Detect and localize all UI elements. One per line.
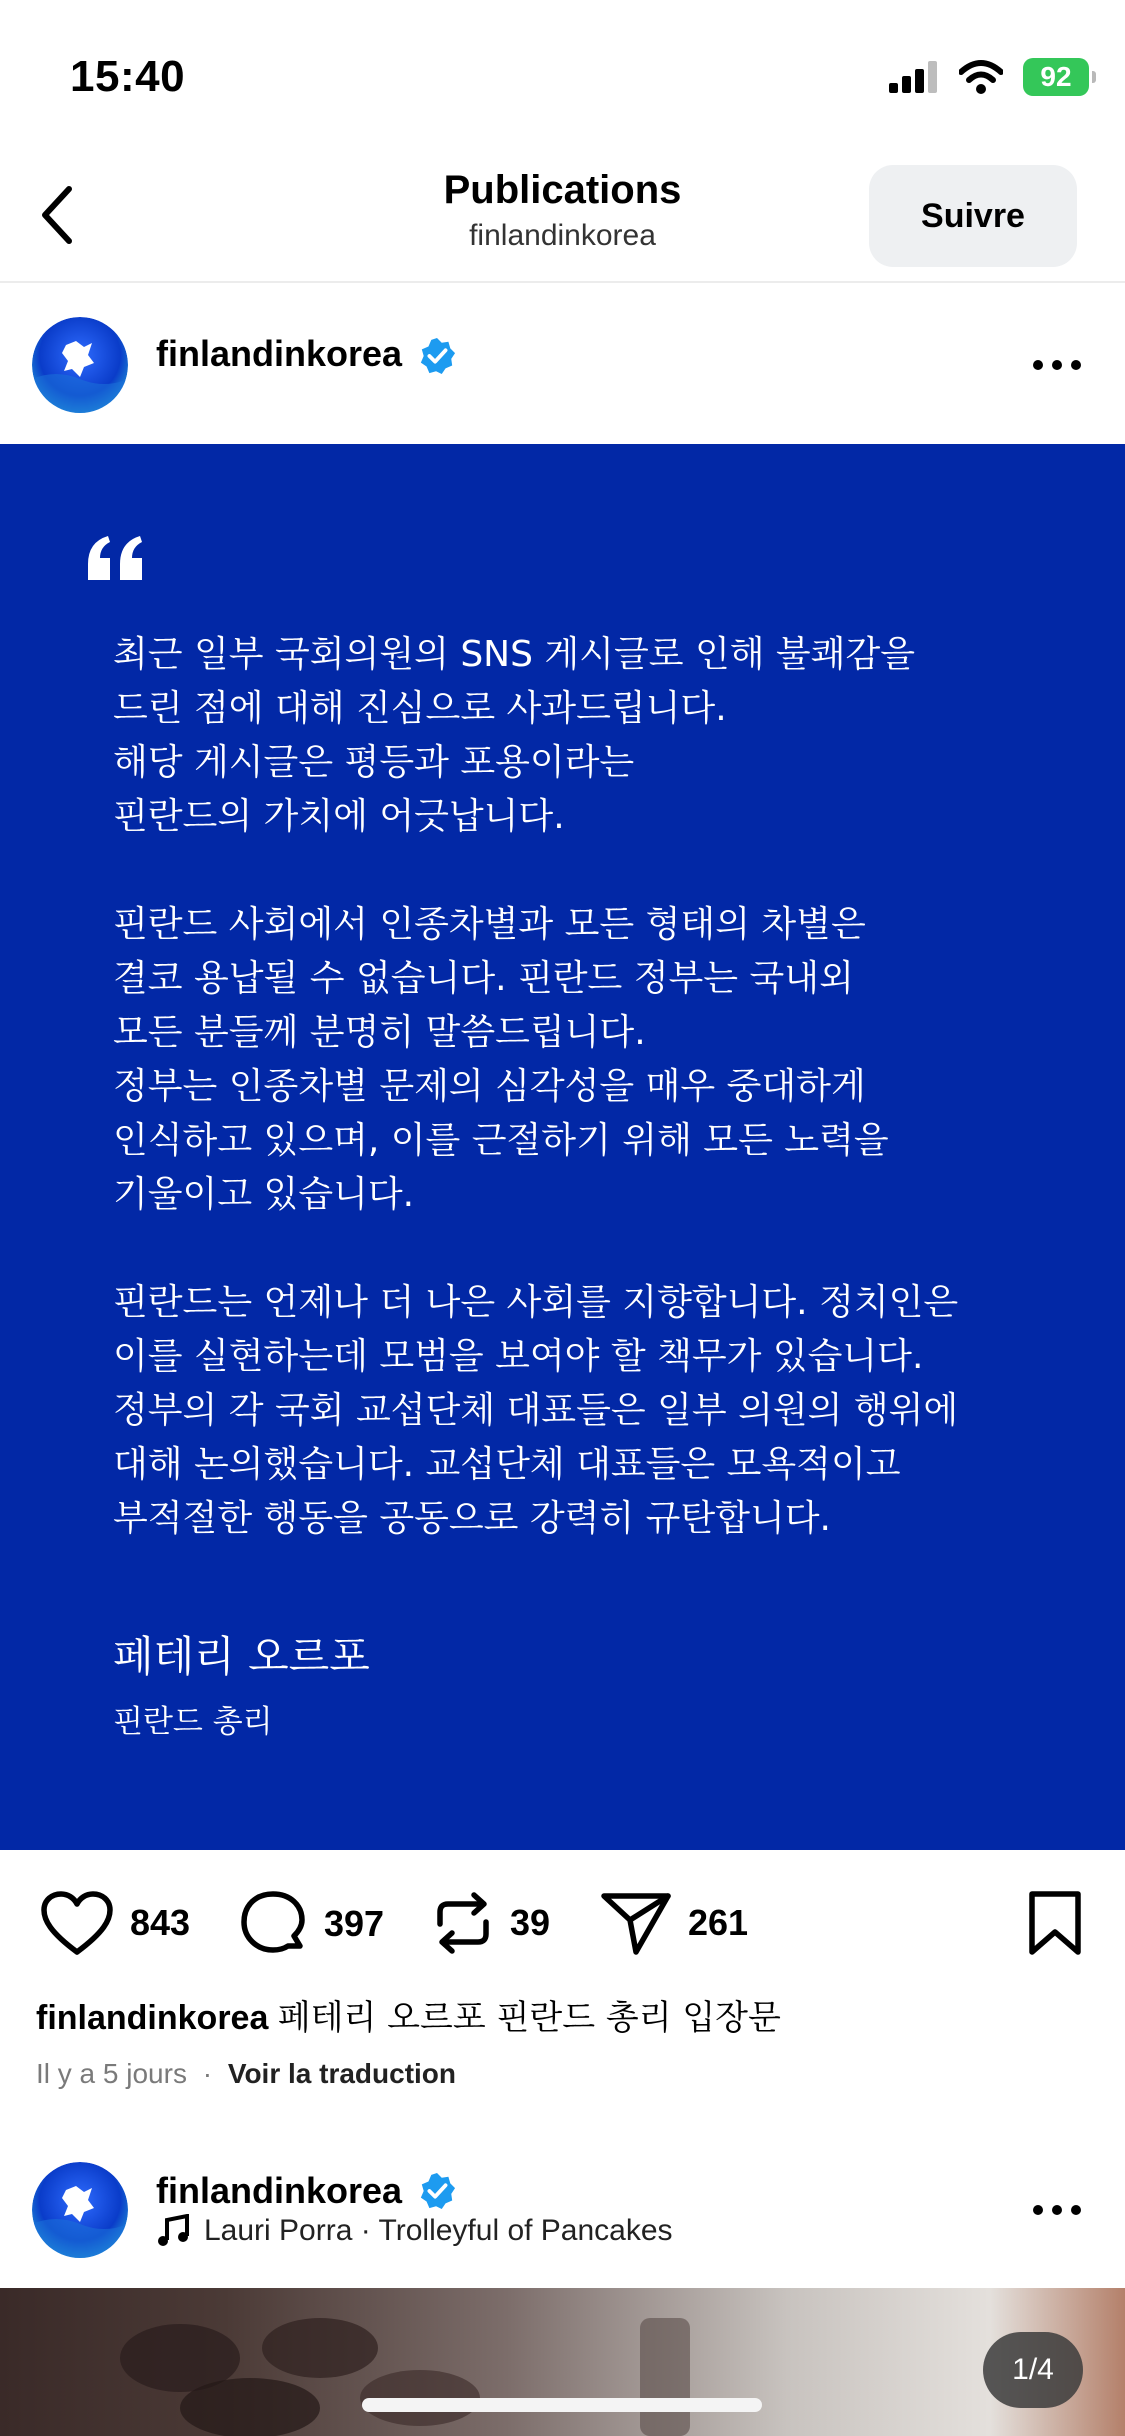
more-dots-icon xyxy=(1032,2204,1082,2216)
next-post-avatar[interactable] xyxy=(32,2162,128,2258)
quote-line: 정부의 각 국회 교섭단체 대표들은 일부 의원의 행위에 xyxy=(113,1390,959,1431)
avatar-lion-icon xyxy=(32,2162,128,2258)
quote-line: 드린 점에 대해 진심으로 사과드립니다. xyxy=(113,688,727,729)
post-more-button[interactable] xyxy=(1027,345,1087,385)
meta-separator: · xyxy=(202,2058,213,2089)
photo-glasses-shapes xyxy=(0,2288,1125,2436)
quote-line: 핀란드의 가치에 어긋납니다. xyxy=(113,796,565,837)
quote-line: 기울이고 있습니다. xyxy=(113,1174,415,1215)
translate-link[interactable]: Voir la traduction xyxy=(227,2058,457,2089)
comment-icon xyxy=(240,1890,308,1958)
quote-line: 이를 실현하는데 모범을 보여야 할 책무가 있습니다. xyxy=(113,1336,924,1377)
status-bar xyxy=(0,0,1125,150)
music-note-icon xyxy=(156,2214,190,2248)
verified-badge-icon xyxy=(418,2172,456,2210)
share-button[interactable] xyxy=(600,1890,748,1956)
like-count: 843 xyxy=(130,1902,191,1943)
quote-line: 결코 용납될 수 없습니다. 핀란드 정부는 국내외 xyxy=(113,958,854,999)
page-title: Publications xyxy=(443,168,682,212)
next-post-more-button[interactable] xyxy=(1027,2190,1087,2230)
post-caption xyxy=(36,1990,781,2039)
quote-line: 인식하고 있으며, 이를 근절하기 위해 모든 노력을 xyxy=(113,1120,889,1161)
signal-icon xyxy=(889,61,939,93)
wifi-icon xyxy=(959,60,1003,94)
bookmark-icon xyxy=(1027,1890,1083,1956)
next-post-header xyxy=(0,2130,1125,2290)
quote-text xyxy=(113,628,1073,1600)
quote-line: 모든 분들께 분명히 말씀드립니다. xyxy=(113,1012,646,1053)
heart-icon xyxy=(40,1890,114,1956)
quote-line: 해당 게시글은 평등과 포용이라는 xyxy=(113,742,635,783)
music-track: Lauri Porra · Trolleyful of Pancakes xyxy=(204,2214,673,2247)
quote-line: 대해 논의했습니다. 교섭단체 대표들은 모욕적이고 xyxy=(113,1444,901,1485)
back-button[interactable] xyxy=(22,180,92,250)
quote-line: 부적절한 행동을 공동으로 강력히 규탄합니다. xyxy=(113,1498,831,1539)
post-username[interactable]: finlandinkorea xyxy=(156,333,403,374)
status-icons xyxy=(889,58,1089,96)
post-image-quote-card[interactable] xyxy=(0,444,1125,1850)
quote-line: 핀란드 사회에서 인종차별과 모든 형태의 차별은 xyxy=(113,904,866,945)
top-nav-header xyxy=(0,150,1125,283)
post-header xyxy=(0,285,1125,445)
carousel-page-indicator: 1/4 xyxy=(983,2332,1083,2408)
repost-button[interactable] xyxy=(432,1890,550,1956)
bookmark-button[interactable] xyxy=(1027,1890,1083,1961)
quote-line: 최근 일부 국회의원의 SNS 게시글로 인해 불쾌감을 xyxy=(113,634,916,675)
caption-text: 페테리 오르포 핀란드 총리 입장문 xyxy=(277,1998,781,2038)
post-meta xyxy=(36,2058,456,2090)
repost-count: 39 xyxy=(510,1902,551,1943)
post-action-bar xyxy=(0,1850,1125,1995)
repost-icon xyxy=(432,1890,494,1956)
quote-mark-icon xyxy=(84,534,148,584)
avatar-lion-icon xyxy=(32,317,128,413)
next-post-photo[interactable] xyxy=(0,2288,1125,2436)
caption-username[interactable]: finlandinkorea xyxy=(36,1999,269,2037)
quote-line: 정부는 인종차별 문제의 심각성을 매우 중대하게 xyxy=(113,1066,866,1107)
next-post-username[interactable]: finlandinkorea xyxy=(156,2170,403,2211)
battery-icon xyxy=(1023,58,1089,96)
post-time-ago: Il y a 5 jours xyxy=(36,2058,187,2089)
home-indicator[interactable] xyxy=(362,2398,762,2412)
quote-line: 핀란드는 언제나 더 나은 사회를 지향합니다. 정치인은 xyxy=(113,1282,959,1323)
more-dots-icon xyxy=(1032,359,1082,371)
music-info[interactable] xyxy=(156,2214,673,2248)
quote-paragraph-3 xyxy=(113,1276,1073,1546)
comment-count: 397 xyxy=(324,1903,385,1944)
follow-button[interactable]: Suivre xyxy=(869,165,1077,267)
back-chevron-icon xyxy=(37,185,77,245)
page-subtitle: finlandinkorea xyxy=(469,219,656,252)
avatar[interactable] xyxy=(32,317,128,413)
like-button[interactable] xyxy=(40,1890,190,1956)
quote-paragraph-2 xyxy=(113,898,1073,1222)
battery-level: 92 xyxy=(1040,61,1072,92)
comment-button[interactable] xyxy=(240,1890,384,1958)
status-time: 15:40 xyxy=(70,52,186,101)
share-count: 261 xyxy=(688,1902,749,1943)
share-icon xyxy=(600,1890,672,1956)
verified-badge-icon xyxy=(418,337,456,375)
quote-paragraph-1 xyxy=(113,628,1073,844)
signer-title: 핀란드 총리 xyxy=(113,1704,273,1740)
signer-name: 페테리 오르포 xyxy=(113,1632,370,1681)
